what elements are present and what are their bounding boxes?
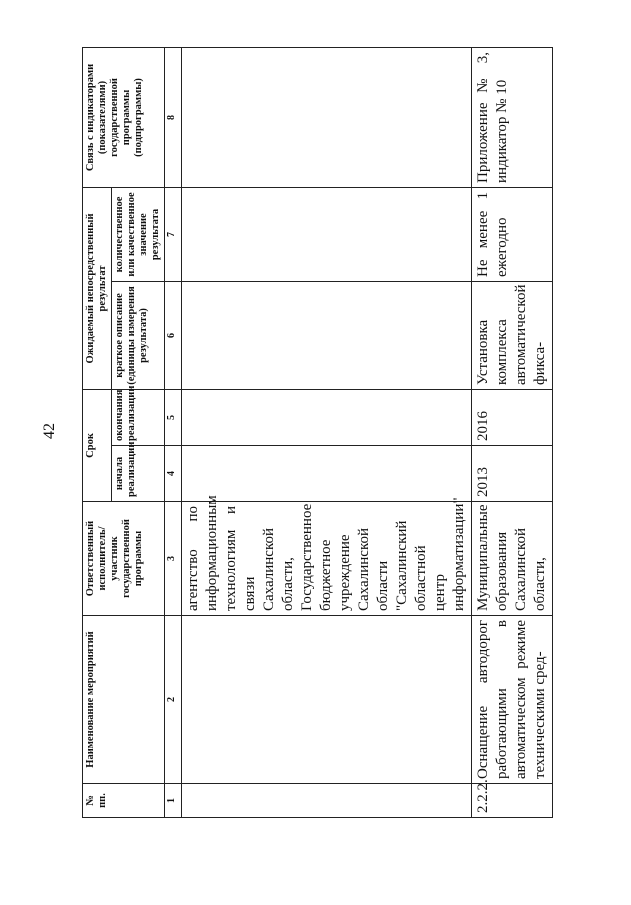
header-start: начала реализации [112, 446, 165, 502]
header-expected-result: Ожидаемый непосредственный результат [83, 187, 112, 389]
col-number: 8 [165, 47, 182, 187]
page-number: 42 [41, 423, 58, 439]
header-quantitative-value: количественное или качественное значение результата [112, 187, 165, 281]
column-numbers-row [165, 47, 182, 817]
executor-cell: агентство по информационным технологиям и связи Сахалинской области, Государственное бюджетное учреждение Сахалинской области "Сахалинский областной центр информатизации" [182, 502, 472, 616]
header-term: Срок [83, 389, 112, 501]
activity-name-cell: Оснащение автодорог работающими в автоматическом режиме техническими сред- [472, 616, 553, 784]
col-number: 3 [165, 502, 182, 616]
activities-table [82, 47, 553, 818]
end-year: 2016 [472, 389, 553, 445]
result-description-cell: Установка комплекса автоматической фикса- [472, 281, 553, 389]
executor-cell: Муниципальные образования Сахалинской области, [472, 502, 553, 616]
table-row [182, 47, 472, 817]
col-number: 2 [165, 616, 182, 784]
start-year: 2013 [472, 446, 553, 502]
table-row [472, 47, 553, 817]
col-number: 6 [165, 281, 182, 389]
col-number: 1 [165, 784, 182, 818]
result-value-cell: Не менее 1 ежегодно [472, 187, 553, 281]
header-indicator-link: Связь с индикаторами (показателями) государственной программы (подпрограммы) [83, 47, 165, 187]
header-short-description: краткое описание (единицы измерения результата) [112, 281, 165, 389]
row-number: 2.2.2. [472, 784, 553, 818]
col-number: 7 [165, 187, 182, 281]
col-number: 5 [165, 389, 182, 445]
indicator-link-cell: Приложение № 3, индикатор № 10 [472, 47, 553, 187]
rotated-table-wrapper [82, 48, 549, 818]
header-executor: Ответственный исполнитель/ участник государственной программы [83, 502, 165, 616]
header-activity-name: Наименование мероприятий [83, 616, 165, 784]
header-end: окончания реализации [112, 389, 165, 445]
col-number: 4 [165, 446, 182, 502]
header-number: № пп. [83, 784, 165, 818]
